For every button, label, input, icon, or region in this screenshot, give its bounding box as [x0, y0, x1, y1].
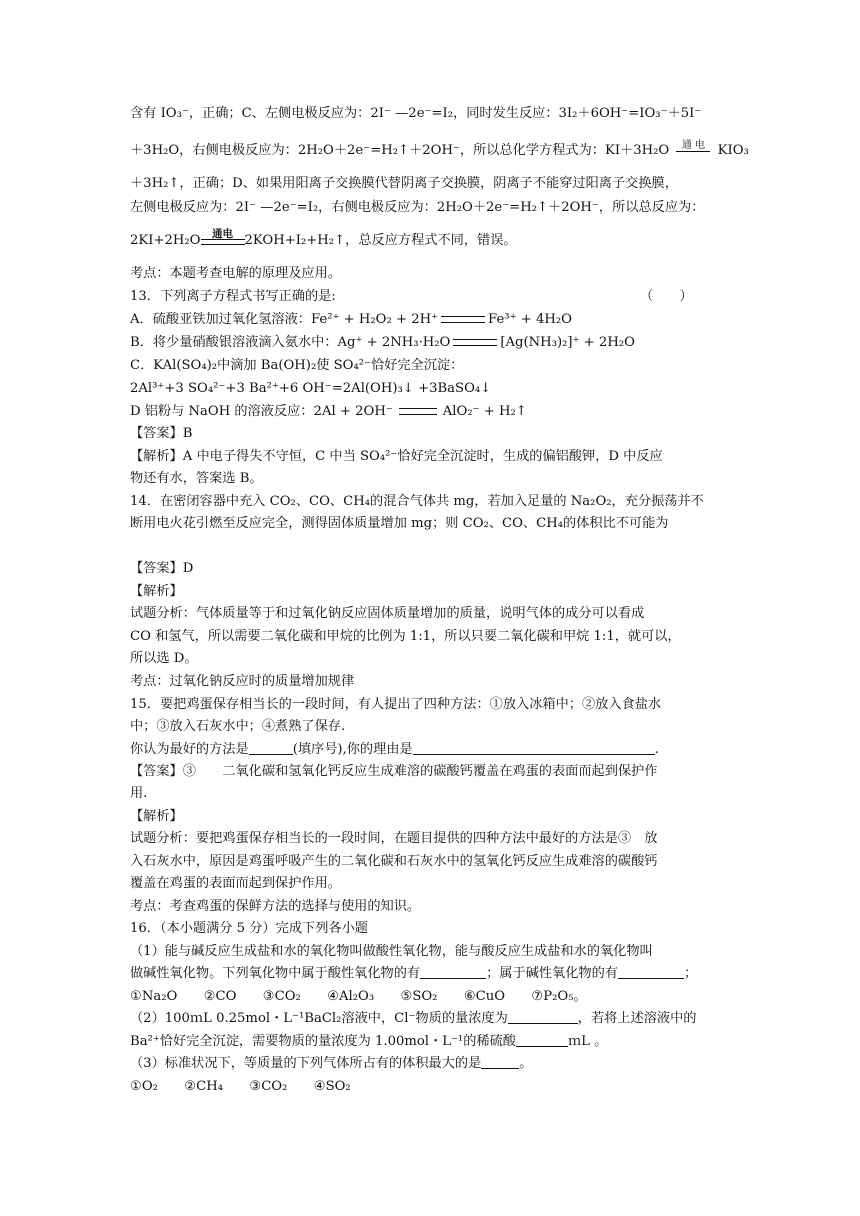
question-15-blanks: 你认为最好的方法是 (填序号),你的理由是 .	[130, 742, 659, 757]
text-line: 物还有水，答案选 B。	[130, 471, 263, 486]
text-line: 【答案】③ 二氧化碳和氢氧化钙反应生成难溶的碳酸钙覆盖在鸡蛋的表面而起到保护作	[130, 764, 658, 779]
text-line: 所以选 D。	[130, 651, 198, 666]
text-segment: ；属于碱性氧化物的有	[486, 966, 618, 981]
fill-blank[interactable]	[420, 964, 486, 979]
text-line	[130, 227, 740, 251]
answer-paren: （ ）	[640, 289, 693, 304]
text-segment: Ba²⁺恰好完全沉淀，需要物质的量浓度为 1.00mol・L⁻¹的稀硫酸	[130, 1034, 516, 1049]
question-16-part3	[130, 1054, 740, 1074]
fill-blank[interactable]	[249, 740, 293, 755]
text-segment: KIO₃	[717, 143, 749, 158]
text-segment: B．将少量硝酸银溶液滴入氨水中：Ag⁺ + 2NH₃·H₂O	[130, 335, 451, 350]
text-line: ①Na₂O ②CO ③CO₂ ④Al₂O₃ ⑤SO₂ ⑥CuO ⑦P₂O₅。	[130, 989, 587, 1004]
text-line: CO 和氢气，所以需要二氧化碳和甲烷的比例为 1:1，所以只要二氧化碳和甲烷 1:1，就可以，	[130, 629, 681, 644]
option-b	[130, 333, 740, 353]
question-15-stem: 15．要把鸡蛋保存相当长的一段时间，有人提出了四种方法：①放入冰箱中；②放入食盐水	[130, 697, 662, 712]
text-segment: ＋3H₂O，右侧电极反应为：2H₂O＋2e⁻=H₂↑＋2OH⁻，所以总化学方程式为：KI＋3H₂O	[130, 143, 670, 158]
analysis-label: 【解析】	[130, 809, 183, 824]
text-line: 左侧电极反应为：2I⁻ —2e⁻=I₂，右侧电极反应为：2H₂O＋2e⁻=H₂↑＋2OH⁻，所以总反应为：	[130, 200, 705, 215]
text-segment: (填序号),你的理由是	[292, 742, 413, 757]
option-c: C．KAl(SO₄)₂中滴加 Ba(OH)₂使 SO₄²⁻恰好完全沉淀：	[130, 358, 464, 373]
fill-blank[interactable]	[516, 1032, 568, 1047]
fill-blank[interactable]	[413, 740, 655, 755]
text-segment: ｍL 。	[567, 1034, 608, 1049]
text-line: 考点：过氧化钠反应时的质量增加规律	[130, 674, 355, 689]
text-line: 考点：考查鸡蛋的保鲜方法的选择与使用的知识。	[130, 899, 421, 914]
electrolysis-label: 通 电	[681, 140, 706, 151]
text-segment: AlO₂⁻ + H₂↑	[442, 404, 527, 419]
electrolysis-label: 通电	[212, 227, 233, 240]
option-c-equation: 2Al³⁺+3 SO₄²⁻+3 Ba²⁺+6 OH⁻=2Al(OH)₃↓ +3BaSO₄↓	[130, 381, 492, 396]
text-line: ＋3H₂↑，正确；D、如果用阳离子交换膜代替阴离子交换膜，阴离子不能穿过阳离子交换膜，	[130, 176, 678, 191]
electrolysis-arrow	[201, 227, 245, 245]
option-a	[130, 310, 740, 330]
question-16-stem: 16．（本小题满分 5 分）完成下列各小题	[130, 921, 368, 936]
text-line: 考点：本题考查电解的原理及应用。	[130, 266, 341, 281]
text-line: 入石灰水中，原因是鸡蛋呼吸产生的二氧化碳和石灰水中的氢氧化钙反应生成难溶的碳酸钙	[130, 854, 658, 869]
text-segment: 2KOH+I₂+H₂↑，总反应方程式不同，错误。	[244, 233, 517, 248]
text-segment: 你认为最好的方法是	[130, 742, 249, 757]
text-line: 用.	[130, 786, 148, 801]
answer-label: 【答案】B	[130, 426, 193, 441]
equals-sign	[453, 339, 497, 346]
analysis-label: 【解析】	[130, 584, 183, 599]
question-13-stem	[130, 287, 740, 307]
text-segment: 2KI+2H₂O	[130, 233, 201, 248]
text-line: 含有 IO₃⁻，正确；C、左侧电极反应为：2I⁻ —2e⁻=I₂，同时发生反应：3I₂＋6OH⁻=IO₃⁻＋5I⁻	[130, 106, 702, 121]
text-line	[130, 140, 749, 161]
text-line: 试题分析：气体质量等于和过氧化钠反应固体质量增加的质量，说明气体的成分可以看成	[130, 606, 645, 621]
equals-sign	[399, 408, 437, 415]
text-segment: [Ag(NH₃)₂]⁺ + 2H₂O	[500, 335, 635, 350]
text-line: 断用电火花引燃至反应完全，测得固体质量增加 mg；则 CO₂、CO、CH₄的体积比不可能为	[130, 516, 669, 531]
answer-label: 【答案】D	[130, 561, 194, 576]
text-line	[130, 1032, 740, 1052]
text-segment: A．硫酸亚铁加过氧化氢溶液：Fe²⁺ + H₂O₂ + 2H⁺	[130, 312, 439, 327]
text-line: （1）能与碱反应生成盐和水的氧化物叫做酸性氧化物，能与酸反应生成盐和水的氧化物叫	[130, 944, 653, 959]
question-16-blanks: 做碱性氧化物。下列氧化物中属于酸性氧化物的有 ；属于碱性氧化物的有 ；	[130, 966, 698, 981]
question-16-part2	[130, 1009, 740, 1029]
fill-blank[interactable]	[508, 1009, 578, 1024]
fill-blank[interactable]	[618, 964, 684, 979]
text-line: 【解析】A 中电子得失不守恒，C 中当 SO₄²⁻恰好完全沉淀时，生成的偏铝酸钾，D 中反应	[130, 449, 663, 464]
text-segment: （2）100ｍL 0.25mol・L⁻¹BaCl₂溶液中，Cl⁻物质的量浓度为	[130, 1011, 508, 1026]
text-segment: Fe³⁺ + 4H₂O	[488, 312, 572, 327]
fill-blank[interactable]	[481, 1054, 519, 1069]
equals-sign	[441, 316, 485, 323]
electrolysis-arrow	[676, 140, 710, 152]
option-d	[130, 402, 740, 422]
text-line: ①O₂ ②CH₄ ③CO₂ ④SO₂	[130, 1079, 351, 1094]
question-14-stem: 14．在密闭容器中充入 CO₂、CO、CH₄的混合气体共 mg，若加入足量的 Na₂O₂，充分振荡并不	[130, 494, 704, 509]
text-segment: 13．下列离子方程式书写正确的是:	[130, 289, 336, 304]
text-line: 中；③放入石灰水中；④煮熟了保存.	[130, 719, 346, 734]
text-line: 试题分析：要把鸡蛋保存相当长的一段时间，在题目提供的四种方法中最好的方法是③ 放	[130, 831, 658, 846]
text-line: 覆盖在鸡蛋的表面而起到保护作用。	[130, 876, 341, 891]
text-segment: ，若将上述溶液中的	[577, 1011, 697, 1026]
text-segment: 。	[519, 1056, 533, 1071]
text-segment: D 铝粉与 NaOH 的溶液反应：2Al + 2OH⁻	[130, 404, 393, 419]
text-segment: 做碱性氧化物。下列氧化物中属于酸性氧化物的有	[130, 966, 421, 981]
text-segment: （3）标准状况下，等质量的下列气体所占有的体积最大的是	[130, 1056, 482, 1071]
